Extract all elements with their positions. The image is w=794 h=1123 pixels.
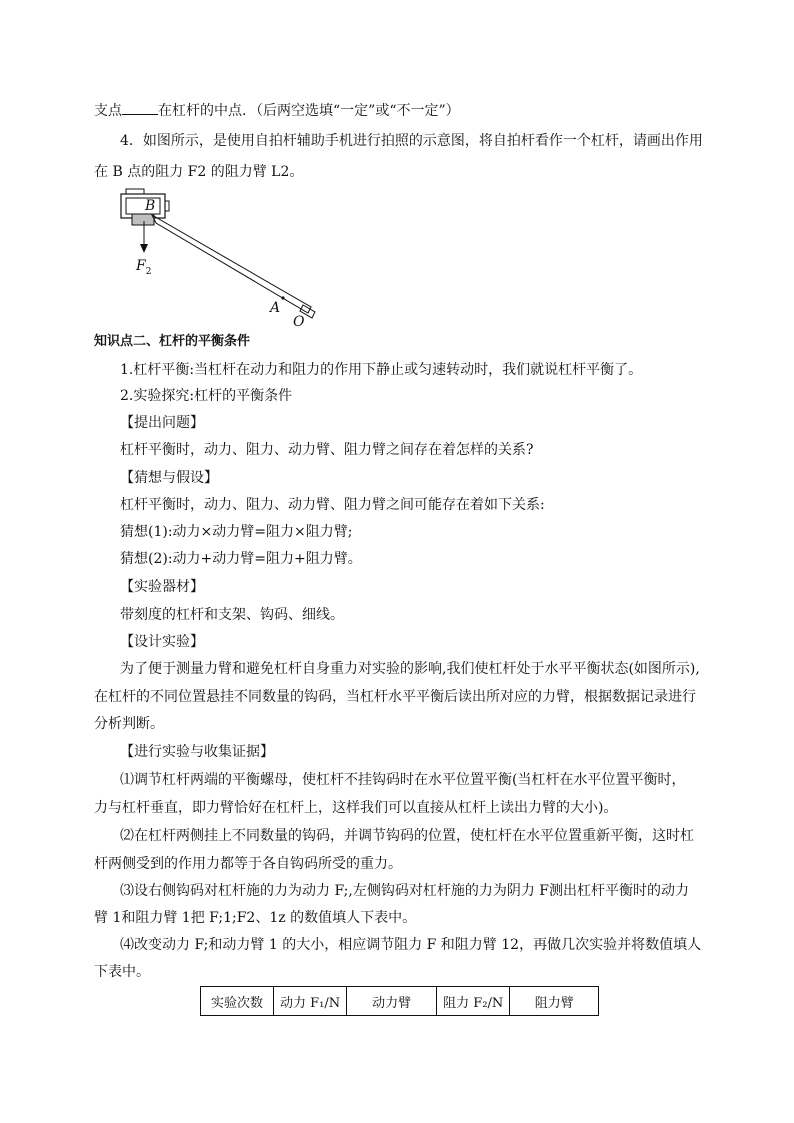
hypothesis-1: 猜想(1):动力×动力臂=阻力×阻力臂;: [120, 524, 353, 540]
question-4-line-2: 在 B 点的阻力 F2 的阻力臂 L2。: [94, 164, 304, 180]
paragraph-lever-balance: 1.杠杆平衡:当杠杆在动力和阻力的作用下静止或匀速转动时，我们就说杠杆平衡了。: [120, 362, 643, 378]
table-header-row: [201, 987, 599, 1016]
subheading-design: 【设计实验】: [120, 634, 204, 650]
subheading-hypothesis: 【猜想与假设】: [120, 470, 218, 486]
step-3-line-1: ⑶设右侧钩码对杠杆施的力为动力 F;,左侧钩码对杠杆施的力为阴力 F测出杠杆平衡时的动力: [120, 883, 689, 899]
paragraph-experiment: 2.实验探究:杠杆的平衡条件: [120, 388, 293, 404]
text-prefix: 支点: [94, 103, 122, 119]
step-3-line-2: 臂 1和阻力臂 1把 F;1;F2、1z 的数值填人下表中。: [94, 910, 417, 926]
table-header-cell: 阻力臂: [510, 987, 599, 1016]
paragraph-line-fill-blank: [94, 100, 460, 121]
answer-blank[interactable]: [122, 100, 158, 115]
paragraph-design-line-3: 分析判断。: [94, 716, 164, 732]
clamp-block: [132, 214, 154, 225]
step-1-line-2: 力与杠杆垂直，即力臂恰好在杠杆上，这样我们可以直接从杠杆上读出力臂的大小)。: [94, 800, 618, 816]
subheading-question: 【提出问题】: [120, 415, 204, 431]
question-4-line-1: 4．如图所示，是使用自拍杆辅助手机进行拍照的示意图，将自拍杆看作一个杠杆，请画出作用: [120, 133, 703, 149]
table-header-cell: 阻力 F₂/N: [437, 987, 510, 1016]
label-force-f: $F_2$: [136, 258, 152, 277]
paragraph-equipment: 带刻度的杠杆和支架、钩码、细线。: [120, 607, 344, 623]
data-table: [200, 986, 599, 1016]
force-f2-arrowhead: [140, 244, 148, 253]
phone-side-button: [165, 201, 169, 211]
step-2-line-2: 杆两侧受到的作用力都等于各自钩码所受的重力。: [94, 856, 402, 872]
paragraph-design-line-1: 为了便于测量力臂和避免杠杆自身重力对实验的影响,我们使杠杆处于水平平衡状态(如图所示),: [120, 661, 700, 677]
label-point-o: O: [293, 314, 305, 330]
subheading-equipment: 【实验器材】: [120, 579, 204, 595]
label-point-b: B: [145, 198, 156, 214]
paragraph-hypothesis: 杠杆平衡时，动力、阻力、动力臂、阻力臂之间可能存在着如下关系:: [120, 497, 545, 513]
table-header-cell: 动力臂: [347, 987, 437, 1016]
stick-body: [152, 215, 311, 313]
table-header-cell: 动力 F₁/N: [274, 987, 347, 1016]
point-a-dot: [281, 296, 284, 299]
step-4-line-2: 下表中。: [94, 964, 150, 980]
hypothesis-2: 猜想(2):动力+动力臂=阻力+阻力臂。: [120, 551, 362, 567]
label-point-a: A: [270, 300, 281, 316]
subheading-procedure: 【进行实验与收集证据】: [120, 744, 274, 760]
table-header-cell: 实验次数: [201, 987, 274, 1016]
text-suffix: 在杠杆的中点．（后两空选填“一定”或“不一定”）: [158, 103, 460, 119]
step-1-line-1: ⑴调节杠杆两端的平衡螺母，使杠杆不挂钩码时在水平位置平衡(当杠杆在水平位置平衡时，: [120, 772, 686, 788]
phone-top-button: [126, 189, 144, 194]
section-heading: 知识点二、杠杆的平衡条件: [94, 334, 251, 349]
step-2-line-1: ⑵在杠杆两侧挂上不同数量的钩码，并调节钩码的位置，使杠杆在水平位置重新平衡，这时杠: [120, 828, 694, 844]
selfie-stick-figure: [118, 186, 328, 334]
step-4-line-1: ⑷改变动力 F;和动力臂 1 的大小，相应调节阻力 F 和阻力臂 12，再做几次实验并将数值填人: [120, 937, 702, 953]
paragraph-question: 杠杆平衡时，动力、阻力、动力臂、阻力臂之间存在着怎样的关系?: [120, 442, 534, 458]
paragraph-design-line-2: 在杠杆的不同位置悬挂不同数量的钩码，当杠杆水平平衡后读出所对应的力臂，根据数据记录进行: [94, 689, 696, 705]
